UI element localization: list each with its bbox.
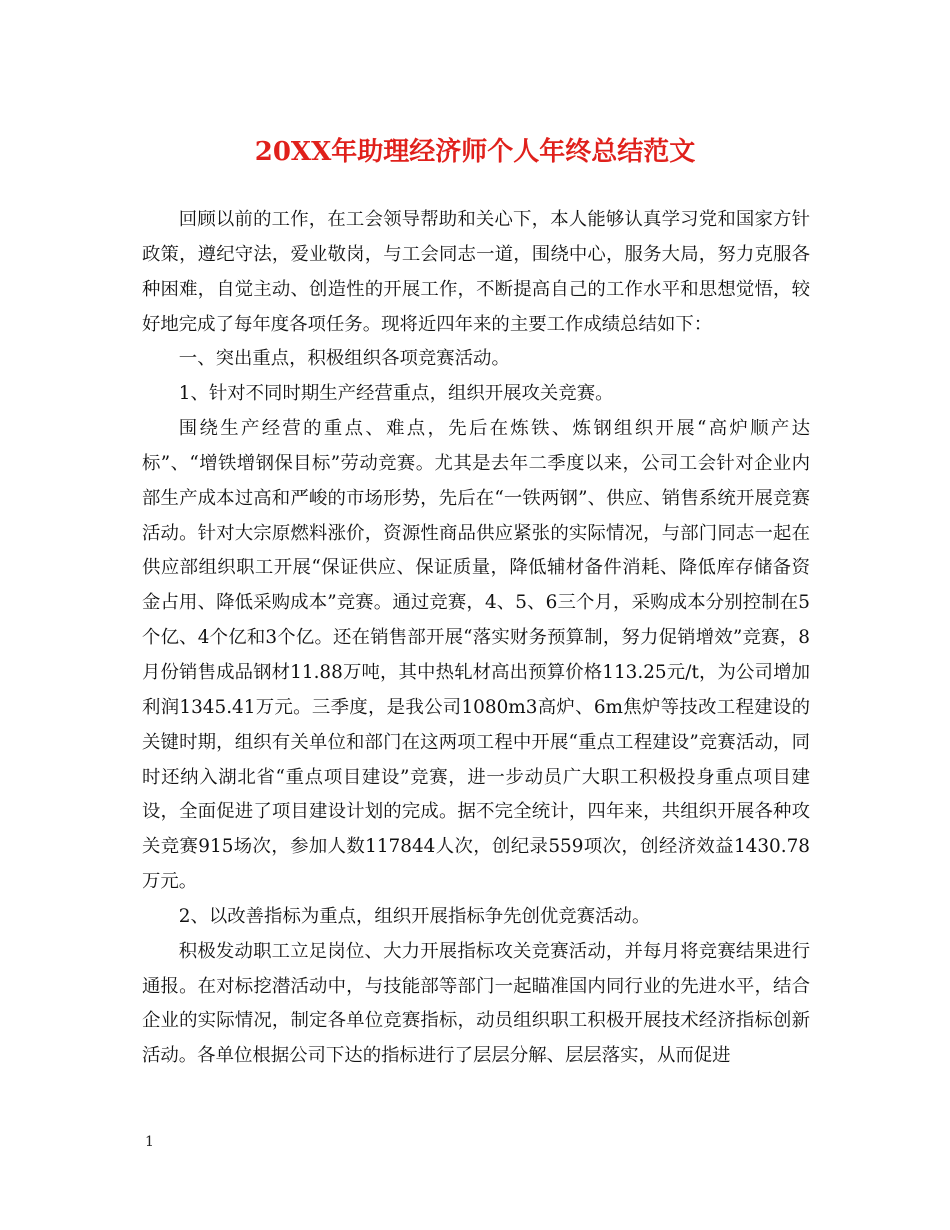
- paragraph-intro: 回顾以前的工作，在工会领导帮助和关心下，本人能够认真学习党和国家方针政策，遵纪守法，爱业敬岗，与工会同志一道，围绕中心，服务大局，努力克服各种困难，自觉主动、创造性的开展工作，不断提高自己的工作水平和思想觉悟，较好地完成了每年度各项任务。现将近四年来的主要工作成绩总结如下：: [142, 209, 810, 335]
- section-heading-1: 一、突出重点，积极组织各项竞赛活动。: [178, 348, 510, 370]
- page-title: 20XX年助理经济师个人年终总结范文: [254, 137, 696, 167]
- document-body: [142, 203, 810, 1074]
- paragraph-competitions: 围绕生产经营的重点、难点，先后在炼铁、炼钢组织开展“高炉顺产达标”、“增铁增钢保目标”劳动竞赛。尤其是去年二季度以来，公司工会针对企业内部生产成本过高和严峻的市场形势，先后在“一铁两钢”、供应、销售系统开展竞赛活动。针对大宗原燃料涨价，资源性商品供应紧张的实际情况，与部门同志一起在供应部组织职工开展“保证供应、保证质量，降低辅材备件消耗、降低库存储备资金占用、降低采购成本”竞赛。通过竞赛，4、5、6三个月，采购成本分别控制在5个亿、4个亿和3个亿。还在销售部开展“落实财务预算制，努力促销增效”竞赛，8月份销售成品钢材11.88万吨，其中热轧材高出预算价格113.25元/t，为公司增加利润1345.41万元。三季度，是我公司1080m3高炉、6m焦炉等技改工程建设的关键时期，组织有关单位和部门在这两项工程中开展“重点工程建设”竞赛活动，同时还纳入湖北省“重点项目建设”竞赛，进一步动员广大职工积极投身重点项目建设，全面促进了项目建设计划的完成。据不完全统计，四年来，共组织开展各种攻关竞赛915场次，参加人数117844人次，创纪录559项次，创经济效益1430.78万元。: [142, 418, 810, 893]
- paragraph-indicators: 积极发动职工立足岗位、大力开展指标攻关竞赛活动，并每月将竞赛结果进行通报。在对标挖潜活动中，与技能部等部门一起瞄准国内同行业的先进水平，结合企业的实际情况，制定各单位竞赛指标，动员组织职工积极开展技术经济指标创新活动。各单位根据公司下达的指标进行了层层分解、层层落实，从而促进: [142, 940, 810, 1067]
- subsection-heading-2: 2、以改善指标为重点，组织开展指标争先创优竞赛活动。: [178, 905, 651, 927]
- page-number: 1: [145, 1134, 154, 1150]
- subsection-heading-1: 1、针对不同时期生产经营重点，组织开展攻关竞赛。: [178, 383, 614, 405]
